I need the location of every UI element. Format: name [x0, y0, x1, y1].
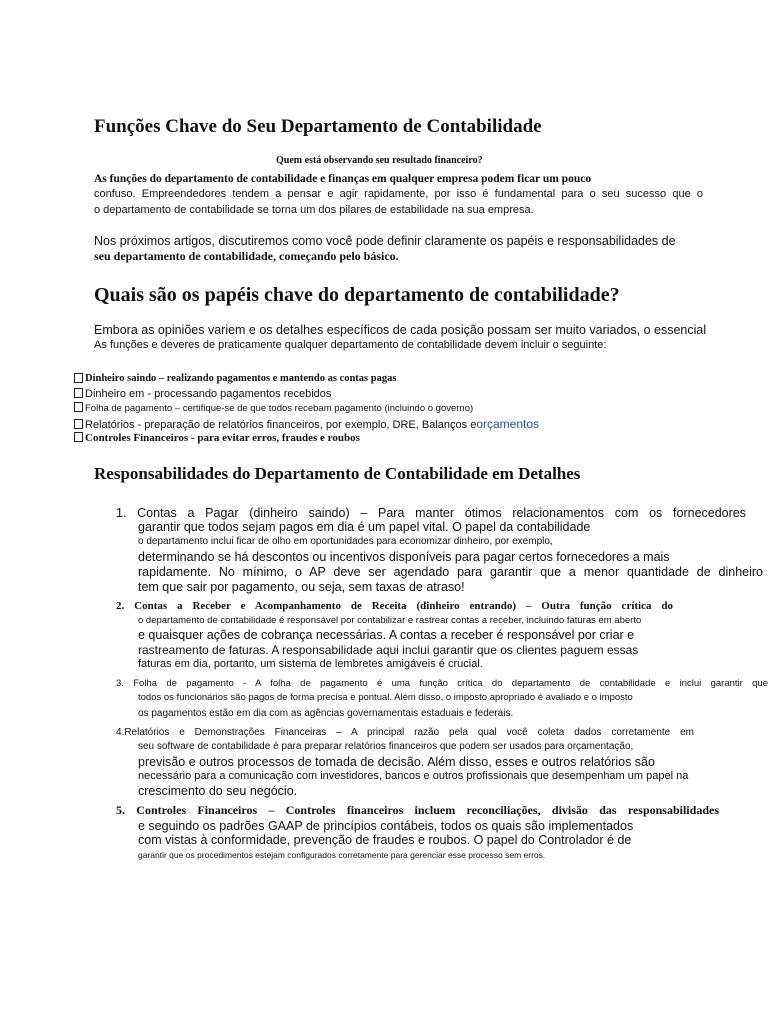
item-5-line-2: e seguindo os padrões GAAP de princípios contábeis, todos os quais são implementados [138, 819, 634, 833]
item-5-line-3: com vistas à conformidade, prevenção de fraudes e roubos. O papel do Controlador é de [138, 833, 632, 847]
intro-line-3: o departamento de contabilidade se torna um dos pilares de estabilidade na sua empresa. [94, 204, 534, 216]
checkbox-bullet-icon [74, 432, 83, 442]
item-1-line-2: garantir que todos sejam pagos em dia é um papel vital. O papel da contabilidade [138, 520, 591, 534]
item-4-line-5: crescimento do seu negócio. [138, 784, 298, 798]
intro-line-2: confuso. Empreendedores tendem a pensar e agir rapidamente, por isso é fundamental para o seu sucesso que o [94, 188, 703, 200]
bullet-item: Relatórios - preparação de relatórios financeiros, por exemplo, DRE, Balanços eorçamentos [74, 417, 539, 431]
intro-line-4: Nos próximos artigos, discutiremos como você pode definir claramente os papéis e responsabilidades de [94, 234, 676, 248]
bullet-item: Dinheiro em - processando pagamentos recebidos [74, 388, 331, 400]
item-3-line-2: todos os funcionários são pagos de forma precisa e pontual. Além disso, o imposto apropriado é avaliado e o imposto [138, 692, 633, 703]
roles-intro-line-2: As funções e deveres de praticamente qualquer departamento de contabilidade devem incluir o seguinte: [94, 339, 607, 351]
item-2-line-5: faturas em dia, portanto, um sistema de lembretes amigáveis é crucial. [138, 658, 483, 670]
item-2-line-2: o departamento de contabilidade é responsável por contabilizar e rastrear contas a receber, incluindo faturas em aberto [138, 615, 642, 626]
item-2-line-3: e quaisquer ações de cobrança necessárias. A contas a receber é responsável por criar e [138, 628, 635, 642]
intro-line-5: seu departamento de contabilidade, começando pelo básico. [94, 249, 399, 263]
intro-line-1: As funções do departamento de contabilidade e finanças em qualquer empresa podem ficar um pouco [94, 173, 592, 185]
checkbox-bullet-icon [74, 388, 83, 398]
item-2-line-4: rastreamento de faturas. A responsabilidade aqui inclui garantir que os clientes paguem essas [138, 643, 639, 657]
bullet-item: Folha de pagamento – certifique-se de que todos recebam pagamento (incluindo o governo) [74, 403, 473, 414]
item-1-line-5: rapidamente. No mínimo, o AP deve ser agendado para garantir que a menor quantidade de dinheiro [138, 565, 763, 579]
checkbox-bullet-icon [74, 373, 83, 383]
section-heading-details: Responsabilidades do Departamento de Contabilidade em Detalhes [94, 464, 581, 483]
item-1-line-6: tem que sair por pagamento, ou seja, sem taxas de atraso! [138, 580, 465, 594]
item-5-line-4: garantir que os procedimentos estejam configurados corretamente para gerenciar esse processo sem erros. [138, 850, 546, 860]
item-1-line-4: determinando se há descontos ou incentivos disponíveis para pagar certos fornecedores a mais [138, 550, 670, 564]
page-subtitle: Quem está observando seu resultado financeiro? [276, 155, 483, 166]
bullet-item: Dinheiro saindo – realizando pagamentos e mantendo as contas pagas [74, 373, 396, 384]
item-4-line-1: 4.Relatórios e Demonstrações Financeiras – A principal razão pela qual você coleta dados corretamente em [116, 727, 694, 738]
item-4-line-4: necessário para a comunicação com investidores, bancos e outros profissionais que desempenham um papel na [138, 770, 689, 782]
bullet-item: Controles Financeiros - para evitar erros, fraudes e roubos [74, 432, 360, 444]
item-4-line-2: seu software de contabilidade é para preparar relatórios financeiros que podem ser usados para orçamentação, [138, 741, 634, 752]
checkbox-bullet-icon [74, 402, 83, 412]
item-3-line-3: os pagamentos estão em dia com as agências governamentais estaduais e federais. [138, 708, 514, 719]
item-1-line-3: o departamento inclui ficar de olho em oportunidades para economizar dinheiro, por exemplo, [138, 536, 553, 547]
checkbox-bullet-icon [74, 419, 83, 429]
section-heading-roles: Quais são os papéis chave do departamento de contabilidade? [94, 284, 620, 306]
item-3-line-1: 3. Folha de pagamento - A folha de pagamento é uma função crítica do departamento de contabilidade e inclui garantir que [116, 678, 768, 689]
budget-link[interactable]: orçamentos [476, 417, 540, 431]
item-5-line-1: 5. Controles Financeiros – Controles financeiros incluem reconciliações, divisão das responsabilidades [116, 803, 719, 817]
page-title: Funções Chave do Seu Departamento de Contabilidade [94, 116, 542, 137]
item-4-line-3: previsão e outros processos de tomada de decisão. Além disso, esses e outros relatórios são [138, 755, 655, 769]
roles-intro-line-1: Embora as opiniões variem e os detalhes específicos de cada posição possam ser muito variados, o essencial [94, 323, 707, 337]
item-1-line-1: 1. Contas a Pagar (dinheiro saindo) – Para manter ótimos relacionamentos com os fornecedores [116, 506, 746, 520]
item-2-line-1: 2. Contas a Receber e Acompanhamento de Receita (dinheiro entrando) – Outra função crítica do [116, 600, 673, 612]
